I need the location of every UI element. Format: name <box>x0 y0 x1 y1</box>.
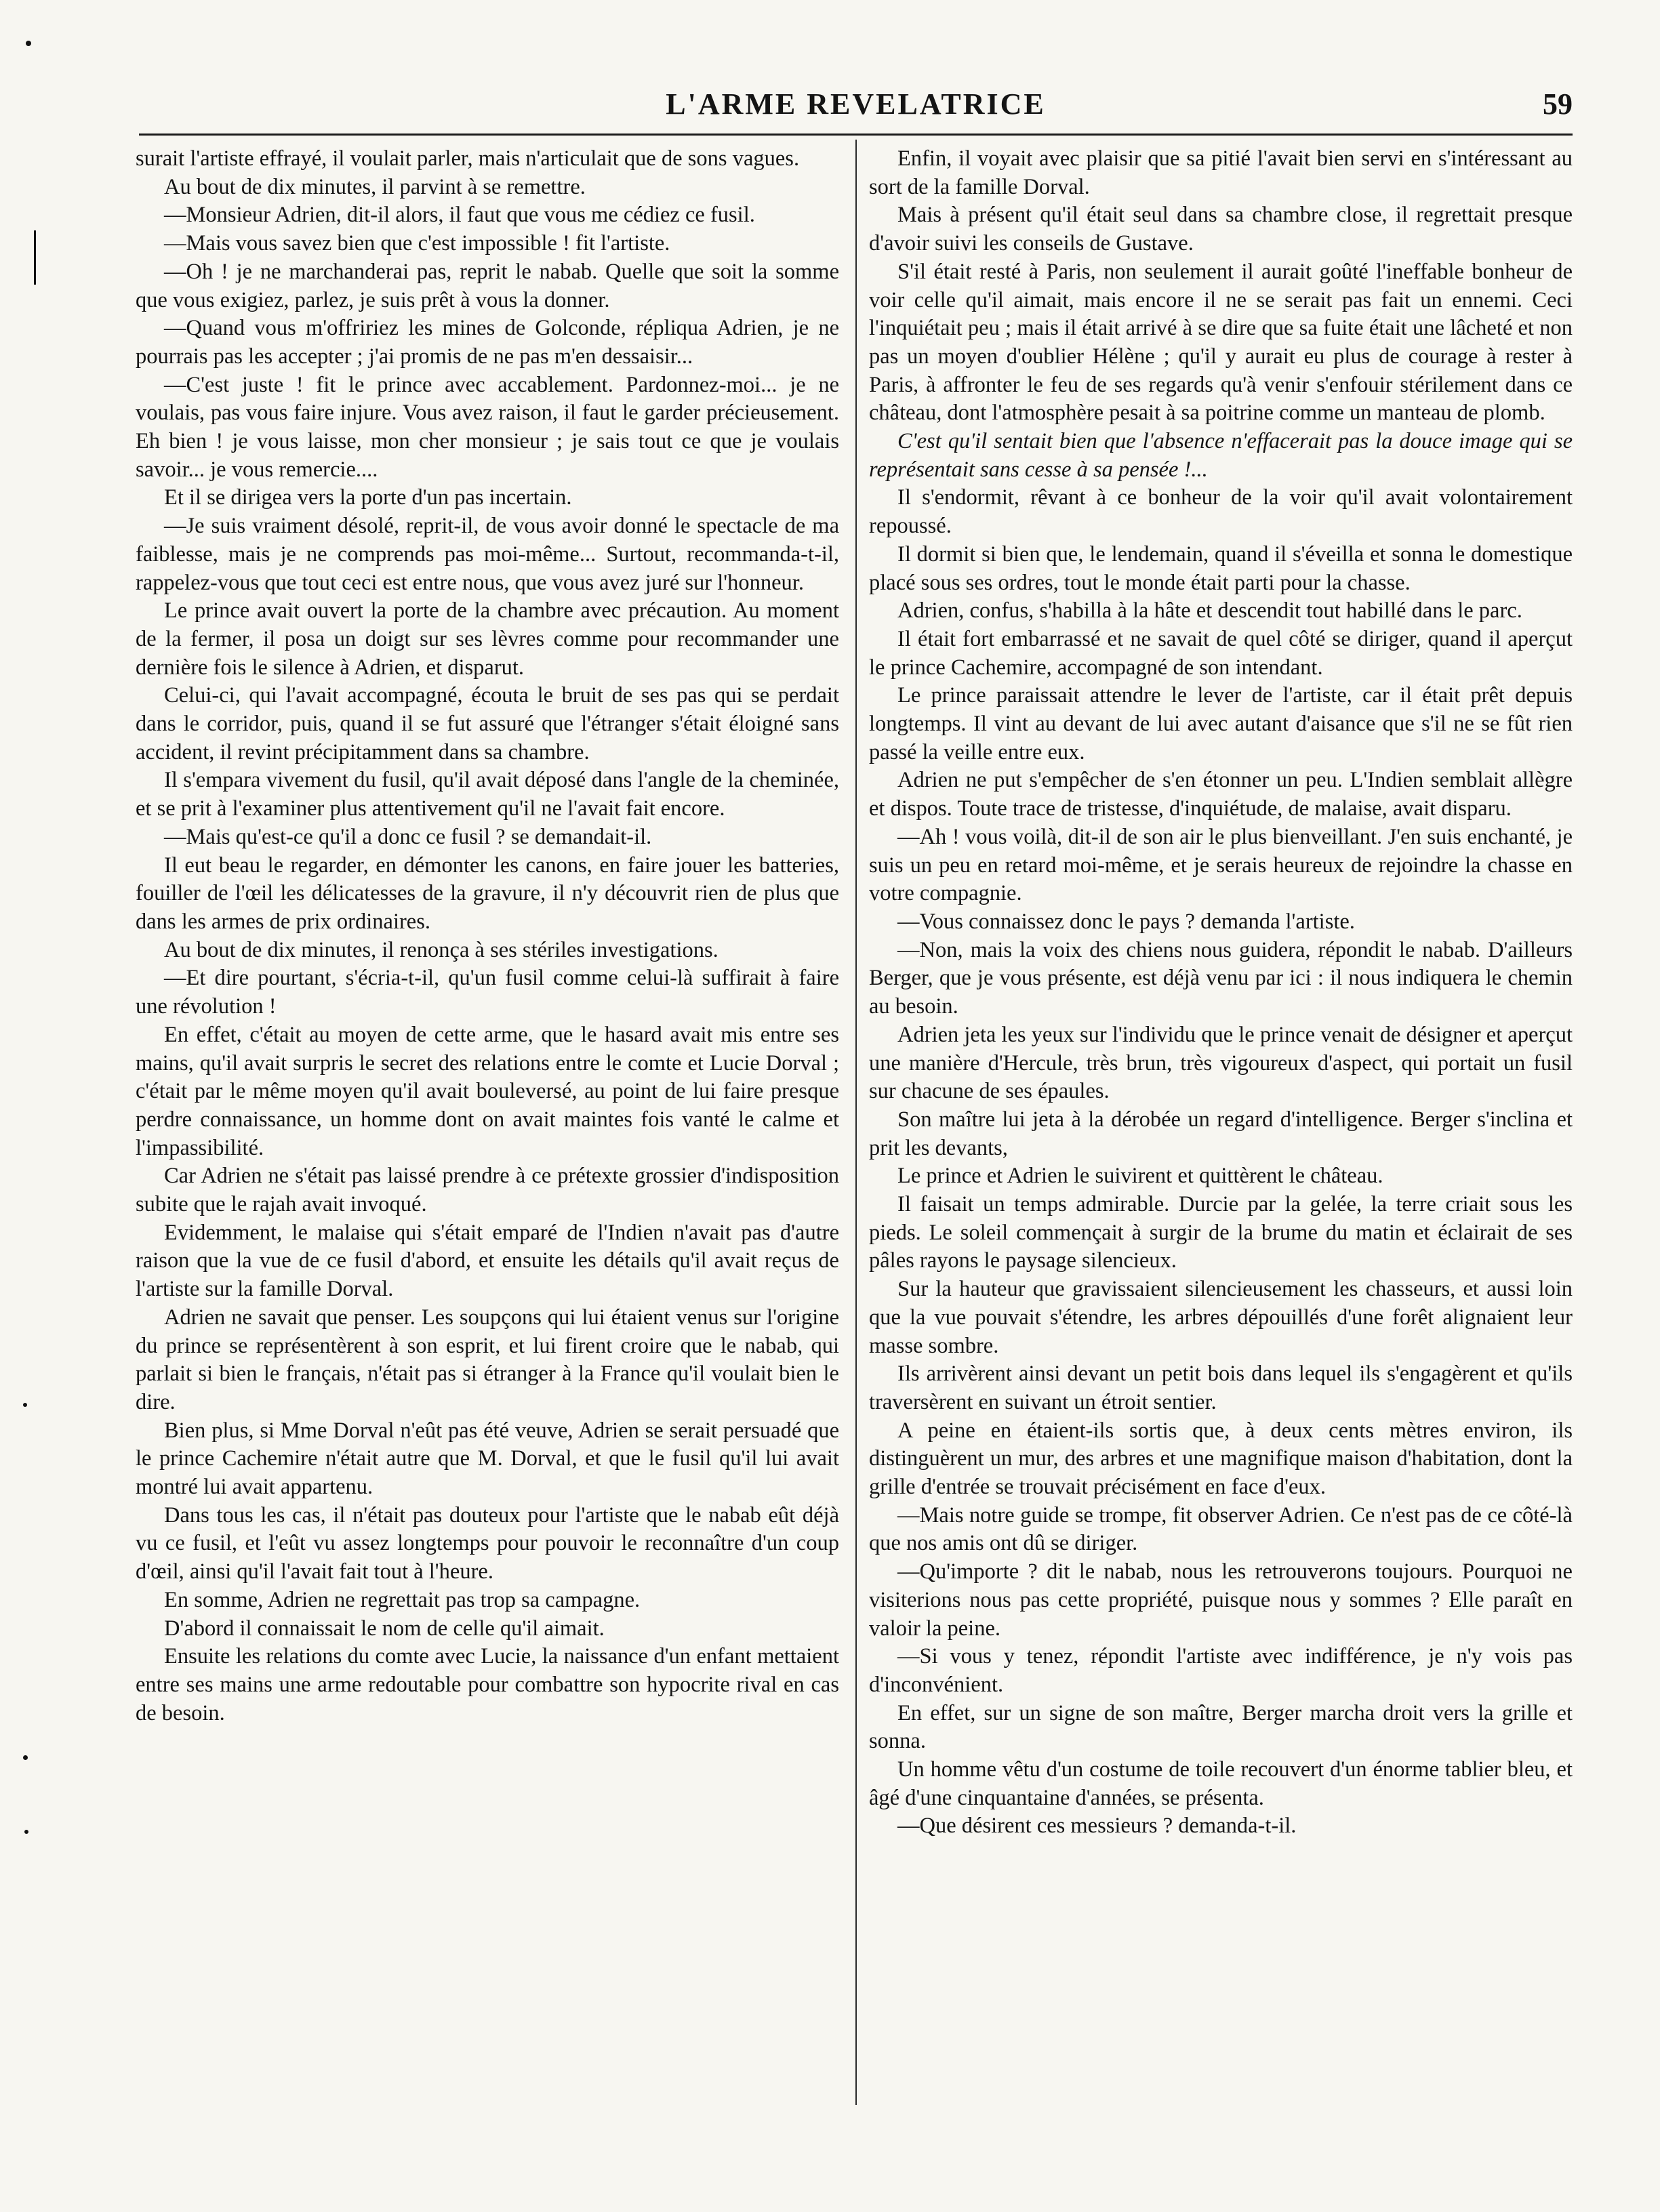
paragraph: —Que désirent ces messieurs ? demanda-t-il. <box>897 1814 1297 1839</box>
column-rule <box>855 140 857 2105</box>
paragraph: —Si vous y tenez, répondit l'artiste avec indifférence, je n'y vois pas d'inconvénient. <box>869 1644 1573 1697</box>
paragraph: —Mais qu'est-ce qu'il a donc ce fusil ? se demandait-il. <box>164 824 652 849</box>
paragraph: Au bout de dix minutes, il parvint à se remettre. <box>164 174 586 199</box>
paragraph: —Ah ! vous voilà, dit-il de son air le plus bienveillant. J'en suis enchanté, je suis un peu en retard moi-même, et je serais heureux de rejoindre la chasse en votre compagnie. <box>869 824 1573 906</box>
paragraph: Adrien, confus, s'habilla à la hâte et descendit tout habillé dans le parc. <box>897 598 1522 623</box>
paragraph: Il s'empara vivement du fusil, qu'il avait déposé dans l'angle de la cheminée, et se prit à l'examiner plus attentivement qu'il ne l'avait fait encore. <box>136 768 839 821</box>
paragraph: D'abord il connaissait le nom de celle qu'il aimait. <box>164 1616 605 1641</box>
paragraph: Un homme vêtu d'un costume de toile recouvert d'un énorme tablier bleu, et âgé d'une cinquantaine d'années, se présenta. <box>869 1757 1573 1810</box>
paragraph: En effet, c'était au moyen de cette arme, que le hasard avait mis entre ses mains, qu'il avait surpris le secret des relations entre le comte et Lucie Dorval ; c'était par le même moyen qu'il avait bouleversé, au point de lui faire presque perdre connaissance, un homme dont on avait maintes fois vanté le calme et l'impassibilité. <box>136 1022 839 1160</box>
margin-tick <box>34 230 36 285</box>
page-number: 59 <box>1543 87 1573 121</box>
margin-speck <box>26 41 31 46</box>
paragraph: —Qu'importe ? dit le nabab, nous les retrouverons toujours. Pourquoi ne visiterions nous pas cette propriété, puisque nous y sommes ? Elle paraît en valoir la peine. <box>869 1559 1573 1641</box>
paragraph: Evidemment, le malaise qui s'était emparé de l'Indien n'avait pas d'autre raison que la vue de ce fusil d'abord, et ensuite les détails qu'il avait reçus de l'artiste sur la famille Dorval. <box>136 1220 839 1302</box>
paragraph: En effet, sur un signe de son maître, Berger marcha droit vers la grille et sonna. <box>869 1700 1573 1754</box>
paragraph: S'il était resté à Paris, non seulement il aurait goûté l'ineffable bonheur de voir celle qu'il aimait, mais encore il ne se serait pas fait un ennemi. Ceci l'inquiétait peu ; mais il était arrivé à se dire que sa fuite était une lâcheté et non pas un moyen d'oublier Hélène ; qu'il y aurait eu plus de courage à rester à Paris, à affronter le feu de ses regards qu'à venir s'enfouir stérilement dans ce château, dont l'atmosphère pesait à sa poitrine comme un manteau de plomb. <box>869 259 1573 426</box>
paragraph: —Mais notre guide se trompe, fit observer Adrien. Ce n'est pas de ce côté-là que nos amis ont dû se diriger. <box>869 1502 1573 1556</box>
paragraph: —C'est juste ! fit le prince avec accablement. Pardonnez-moi... je ne voulais, pas vous faire injure. Vous avez raison, il faut le garder précieusement. Eh bien ! je vous laisse, mon cher monsieur ; je sais tout ce que je voulais savoir... je vous remercie.... <box>136 372 839 482</box>
paragraph: En somme, Adrien ne regrettait pas trop sa campagne. <box>164 1587 641 1612</box>
paragraph: Et il se dirigea vers la porte d'un pas incertain. <box>164 485 572 510</box>
page-header <box>139 81 1573 129</box>
right-column <box>869 145 1573 1841</box>
paragraph: —Mais vous savez bien que c'est impossible ! fit l'artiste. <box>164 231 670 256</box>
margin-speck <box>24 1830 28 1834</box>
header-rule <box>139 134 1573 136</box>
margin-speck <box>23 1755 28 1760</box>
paragraph: Celui-ci, qui l'avait accompagné, écouta le bruit de ses pas qui se perdait dans le corridor, puis, quand il se fut assuré que l'étranger s'était éloigné sans accident, il revint précipitamment dans sa chambre. <box>136 683 839 764</box>
paragraph: Ils arrivèrent ainsi devant un petit bois dans lequel ils s'engagèrent et qu'ils traversèrent en suivant un étroit sentier. <box>869 1361 1573 1414</box>
paragraph: C'est qu'il sentait bien que l'absence n'effacerait pas la douce image qui se représentait sans cesse à sa pensée !... <box>869 429 1573 482</box>
margin-speck <box>23 1403 27 1407</box>
paragraph: Le prince paraissait attendre le lever de l'artiste, car il était prêt depuis longtemps. Il vint au devant de lui avec autant d'aisance que s'il ne se fût rien passé la veille entre eux. <box>869 683 1573 764</box>
paragraph: Le prince avait ouvert la porte de la chambre avec précaution. Au moment de la fermer, il posa un doigt sur ses lèvres comme pour recommander une dernière fois le silence à Adrien, et disparut. <box>136 598 839 680</box>
paragraph: A peine en étaient-ils sortis que, à deux cents mètres environ, ils distinguèrent un mur, des arbres et une magnifique maison d'habitation, dont la grille d'entrée se trouvait précisément en face d'eux. <box>869 1418 1573 1500</box>
paragraph: Son maître lui jeta à la dérobée un regard d'intelligence. Berger s'inclina et prit les devants, <box>869 1107 1573 1160</box>
paragraph: —Et dire pourtant, s'écria-t-il, qu'un fusil comme celui-là suffirait à faire une révolution ! <box>136 966 839 1019</box>
paragraph: Adrien jeta les yeux sur l'individu que le prince venait de désigner et aperçut une manière d'Hercule, très brun, très vigoureux d'aspect, qui portait un fusil sur chacune de ses épaules. <box>869 1022 1573 1104</box>
paragraph: Au bout de dix minutes, il renonça à ses stériles investigations. <box>164 937 718 962</box>
paragraph: Sur la hauteur que gravissaient silencieusement les chasseurs, et aussi loin que la vue pouvait s'étendre, les arbres dépouillés d'une forêt alignaient leur masse sombre. <box>869 1277 1573 1358</box>
left-column <box>136 145 839 1727</box>
paragraph: Il s'endormit, rêvant à ce bonheur de la voir qu'il avait volontairement repoussé. <box>869 485 1573 539</box>
paragraph: —Je suis vraiment désolé, reprit-il, de vous avoir donné le spectacle de ma faiblesse, mais je ne comprends pas moi-même... Surtout, recommanda-t-il, rappelez-vous que tout ceci est entre nous, que vous avez juré sur l'honneur. <box>136 514 839 595</box>
paragraph: Il dormit si bien que, le lendemain, quand il s'éveilla et sonna le domestique placé sous ses ordres, tout le monde était parti pour la chasse. <box>869 541 1573 595</box>
paragraph: Mais à présent qu'il était seul dans sa chambre close, il regrettait presque d'avoir suivi les conseils de Gustave. <box>869 203 1573 256</box>
paragraph: Il était fort embarrassé et ne savait de quel côté se diriger, quand il aperçut le prince Cachemire, accompagné de son intendant. <box>869 626 1573 680</box>
paragraph: Bien plus, si Mme Dorval n'eût pas été veuve, Adrien se serait persuadé que le prince Cachemire n'était autre que M. Dorval, et que le fusil qu'il lui avait montré lui avait appartenu. <box>136 1418 839 1500</box>
paragraph: —Vous connaissez donc le pays ? demanda l'artiste. <box>897 909 1355 934</box>
paragraph: —Monsieur Adrien, dit-il alors, il faut que vous me cédiez ce fusil. <box>164 203 755 228</box>
paragraph: —Quand vous m'offririez les mines de Golconde, répliqua Adrien, je ne pourrais pas les accepter ; j'ai promis de ne pas m'en dessaisir... <box>136 316 839 369</box>
paragraph: Car Adrien ne s'était pas laissé prendre à ce prétexte grossier d'indisposition subite que le rajah avait invoqué. <box>136 1164 839 1217</box>
running-title: L'ARME REVELATRICE <box>666 87 1046 121</box>
paragraph: Il eut beau le regarder, en démonter les canons, en faire jouer les batteries, fouiller de l'œil les délicatesses de la gravure, il n'y découvrit rien de plus que dans les armes de prix ordinaires. <box>136 853 839 934</box>
paragraph: Adrien ne savait que penser. Les soupçons qui lui étaient venus sur l'origine du prince se représentèrent à son esprit, et lui firent croire que le nabab, qui parlait si bien le français, n'était pas si étranger à la France qu'il voulait bien le dire. <box>136 1305 839 1414</box>
paragraph: Ensuite les relations du comte avec Lucie, la naissance d'un enfant mettaient entre ses mains une arme redoutable pour combattre son hypocrite rival en cas de besoin. <box>136 1644 839 1725</box>
paragraph: Enfin, il voyait avec plaisir que sa pitié l'avait bien servi en s'intéressant au sort de la famille Dorval. <box>869 146 1573 199</box>
paragraph: —Non, mais la voix des chiens nous guidera, répondit le nabab. D'ailleurs Berger, que je vous présente, est déjà venu par ici : il nous indiquera le chemin au besoin. <box>869 937 1573 1019</box>
paragraph: surait l'artiste effrayé, il voulait parler, mais n'articulait que de sons vagues. <box>136 146 800 171</box>
paragraph: Il faisait un temps admirable. Durcie par la gelée, la terre criait sous les pieds. Le soleil commençait à surgir de la brume du matin et éclairait de ses pâles rayons le paysage silencieux. <box>869 1192 1573 1273</box>
paragraph: —Oh ! je ne marchanderai pas, reprit le nabab. Quelle que soit la somme que vous exigiez, parlez, je suis prêt à vous la donner. <box>136 259 839 312</box>
paragraph: Dans tous les cas, il n'était pas douteux pour l'artiste que le nabab eût déjà vu ce fusil, et l'eût vu assez longtemps pour pouvoir le reconnaître d'un coup d'œil, ainsi qu'il l'avait fait tout à l'heure. <box>136 1502 839 1584</box>
paragraph: Le prince et Adrien le suivirent et quittèrent le château. <box>897 1164 1383 1189</box>
paragraph: Adrien ne put s'empêcher de s'en étonner un peu. L'Indien semblait allègre et dispos. Toute trace de tristesse, d'inquiétude, de malaise, avait disparu. <box>869 768 1573 821</box>
